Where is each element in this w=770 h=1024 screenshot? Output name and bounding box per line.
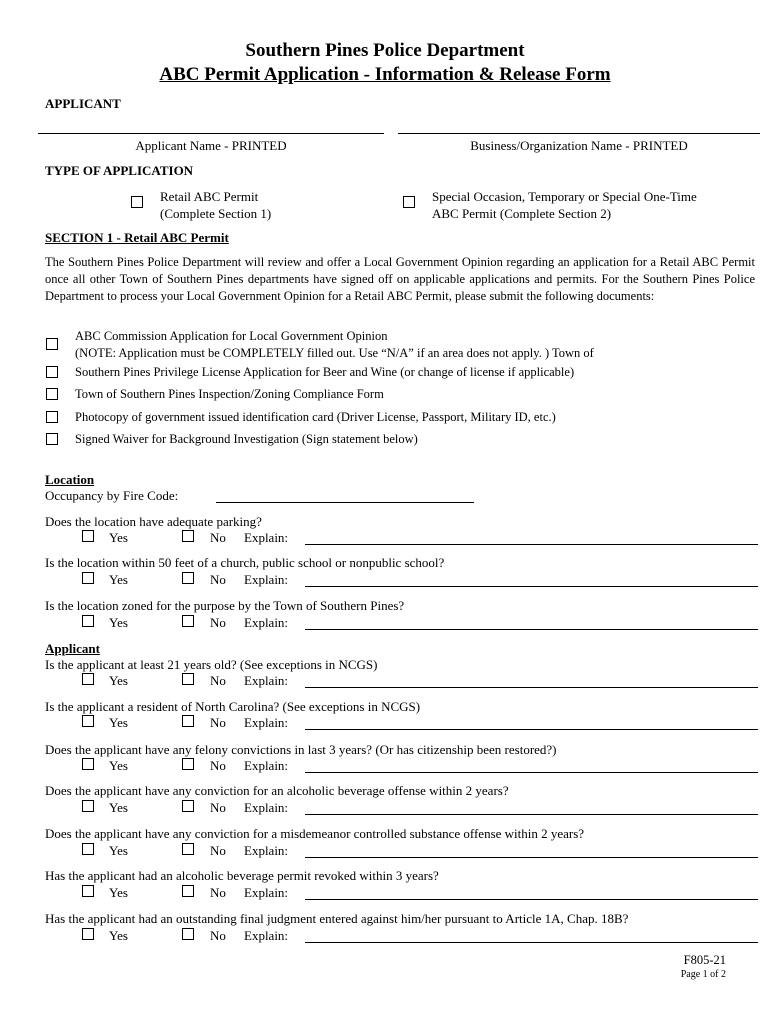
question-zoning: Is the location zoned for the purpose by the Town of Southern Pines? [45, 598, 405, 613]
q6-yes-checkbox[interactable] [82, 758, 94, 770]
q10-yes-label: Yes [109, 928, 128, 943]
page-title: Southern Pines Police Department [245, 40, 525, 61]
q5-explain-field[interactable] [305, 729, 758, 730]
section1-heading: SECTION 1 - Retail ABC Permit [45, 230, 229, 245]
q3-no-checkbox[interactable] [182, 615, 194, 627]
retail-permit-checkbox[interactable] [131, 196, 143, 208]
q9-explain-field[interactable] [305, 899, 758, 900]
retail-permit-label-line2: (Complete Section 1) [160, 206, 272, 221]
question-substance-offense: Does the applicant have any conviction for a misdemeanor controlled substance offense within 2 years? [45, 826, 585, 841]
occupancy-label: Occupancy by Fire Code: [45, 488, 179, 503]
q4-explain-field[interactable] [305, 687, 758, 688]
occupancy-field[interactable] [216, 502, 474, 503]
q8-yes-label: Yes [109, 843, 128, 858]
location-heading: Location [45, 472, 95, 487]
q5-yes-label: Yes [109, 715, 128, 730]
q6-yes-label: Yes [109, 758, 128, 773]
q2-yes-label: Yes [109, 572, 128, 587]
q3-explain-field[interactable] [305, 629, 758, 630]
section1-paragraph: The Southern Pines Police Department will review and offer a Local Government Opinion regarding an application for a Retail ABC Permit once all other Town of Southern Pines departments have signed off on applicable applications and permits. For the Southern Pines Police Department to process your Local Government Opinion for a Retail ABC Permit, please submit the following documents: [45, 255, 755, 303]
q7-no-checkbox[interactable] [182, 800, 194, 812]
question-permit-revoked: Has the applicant had an alcoholic beverage permit revoked within 3 years? [45, 868, 439, 883]
q9-yes-label: Yes [109, 885, 128, 900]
form-code: F805-21 [683, 953, 726, 967]
q7-explain-label: Explain: [244, 800, 289, 815]
retail-permit-label-line1: Retail ABC Permit [160, 189, 259, 204]
q10-explain-label: Explain: [244, 928, 289, 943]
doc2-checkbox[interactable] [46, 366, 58, 378]
q4-no-label: No [210, 673, 226, 688]
doc4-checkbox[interactable] [46, 411, 58, 423]
question-parking: Does the location have adequate parking? [45, 514, 262, 529]
q1-yes-checkbox[interactable] [82, 530, 94, 542]
business-name-label: Business/Organization Name - PRINTED [470, 138, 688, 153]
q6-explain-label: Explain: [244, 758, 289, 773]
q10-explain-field[interactable] [305, 942, 758, 943]
q3-explain-label: Explain: [244, 615, 289, 630]
question-felony: Does the applicant have any felony convictions in last 3 years? (Or has citizenship been restored?) [45, 742, 557, 757]
q7-yes-checkbox[interactable] [82, 800, 94, 812]
q3-yes-label: Yes [109, 615, 128, 630]
q1-yes-label: Yes [109, 530, 128, 545]
q4-explain-label: Explain: [244, 673, 289, 688]
q8-no-checkbox[interactable] [182, 843, 194, 855]
q6-explain-field[interactable] [305, 772, 758, 773]
q1-no-checkbox[interactable] [182, 530, 194, 542]
q2-no-label: No [210, 572, 226, 587]
q5-yes-checkbox[interactable] [82, 715, 94, 727]
doc3-label: Town of Southern Pines Inspection/Zoning Compliance Form [75, 387, 384, 401]
q5-no-checkbox[interactable] [182, 715, 194, 727]
q8-explain-label: Explain: [244, 843, 289, 858]
q7-no-label: No [210, 800, 226, 815]
doc5-label: Signed Waiver for Background Investigation (Sign statement below) [75, 432, 418, 446]
q2-explain-field[interactable] [305, 586, 758, 587]
doc3-checkbox[interactable] [46, 388, 58, 400]
q7-explain-field[interactable] [305, 814, 758, 815]
q6-no-checkbox[interactable] [182, 758, 194, 770]
q9-explain-label: Explain: [244, 885, 289, 900]
q2-no-checkbox[interactable] [182, 572, 194, 584]
q4-yes-checkbox[interactable] [82, 673, 94, 685]
retail-permit-label [160, 188, 271, 222]
doc4-label: Photocopy of government issued identification card (Driver License, Passport, Military ID, etc.) [75, 410, 556, 424]
doc5-checkbox[interactable] [46, 433, 58, 445]
type-of-application-heading: TYPE OF APPLICATION [45, 163, 194, 178]
q6-no-label: No [210, 758, 226, 773]
doc1-label-line2: (NOTE: Application must be COMPLETELY filled out. Use “N/A” if an area does not apply. ) Town of [75, 346, 594, 360]
q2-yes-checkbox[interactable] [82, 572, 94, 584]
special-permit-label [432, 188, 697, 222]
special-permit-checkbox[interactable] [403, 196, 415, 208]
question-residency: Is the applicant a resident of North Carolina? (See exceptions in NCGS) [45, 699, 421, 714]
business-name-field[interactable] [398, 133, 760, 134]
question-age: Is the applicant at least 21 years old? (See exceptions in NCGS) [45, 657, 378, 672]
q1-no-label: No [210, 530, 226, 545]
q10-yes-checkbox[interactable] [82, 928, 94, 940]
question-alcohol-offense: Does the applicant have any conviction for an alcoholic beverage offense within 2 years? [45, 783, 509, 798]
q4-no-checkbox[interactable] [182, 673, 194, 685]
q9-no-checkbox[interactable] [182, 885, 194, 897]
q7-yes-label: Yes [109, 800, 128, 815]
applicant-name-label: Applicant Name - PRINTED [135, 138, 287, 153]
doc2-label: Southern Pines Privilege License Application for Beer and Wine (or change of license if applicable) [75, 365, 575, 379]
doc1-checkbox[interactable] [46, 338, 58, 350]
page-subtitle: ABC Permit Application - Information & Release Form [159, 64, 611, 85]
page-number: Page 1 of 2 [680, 969, 726, 980]
special-permit-label-line2: ABC Permit (Complete Section 2) [432, 206, 612, 221]
question-church-distance: Is the location within 50 feet of a church, public school or nonpublic school? [45, 555, 445, 570]
q2-explain-label: Explain: [244, 572, 289, 587]
q5-no-label: No [210, 715, 226, 730]
q1-explain-field[interactable] [305, 544, 758, 545]
special-permit-label-line1: Special Occasion, Temporary or Special One-Time [432, 189, 697, 204]
applicant-name-field[interactable] [38, 133, 384, 134]
q5-explain-label: Explain: [244, 715, 289, 730]
q8-yes-checkbox[interactable] [82, 843, 94, 855]
doc1-label-line1: ABC Commission Application for Local Government Opinion [75, 329, 388, 343]
q8-explain-field[interactable] [305, 857, 758, 858]
q4-yes-label: Yes [109, 673, 128, 688]
q9-no-label: No [210, 885, 226, 900]
q10-no-label: No [210, 928, 226, 943]
q3-no-label: No [210, 615, 226, 630]
q9-yes-checkbox[interactable] [82, 885, 94, 897]
applicant-subheading: Applicant [45, 641, 100, 656]
question-final-judgment: Has the applicant had an outstanding final judgment entered against him/her pursuant to Article 1A, Chap. 18B? [45, 911, 629, 926]
q8-no-label: No [210, 843, 226, 858]
applicant-heading: APPLICANT [45, 96, 121, 111]
q3-yes-checkbox[interactable] [82, 615, 94, 627]
q10-no-checkbox[interactable] [182, 928, 194, 940]
q1-explain-label: Explain: [244, 530, 289, 545]
